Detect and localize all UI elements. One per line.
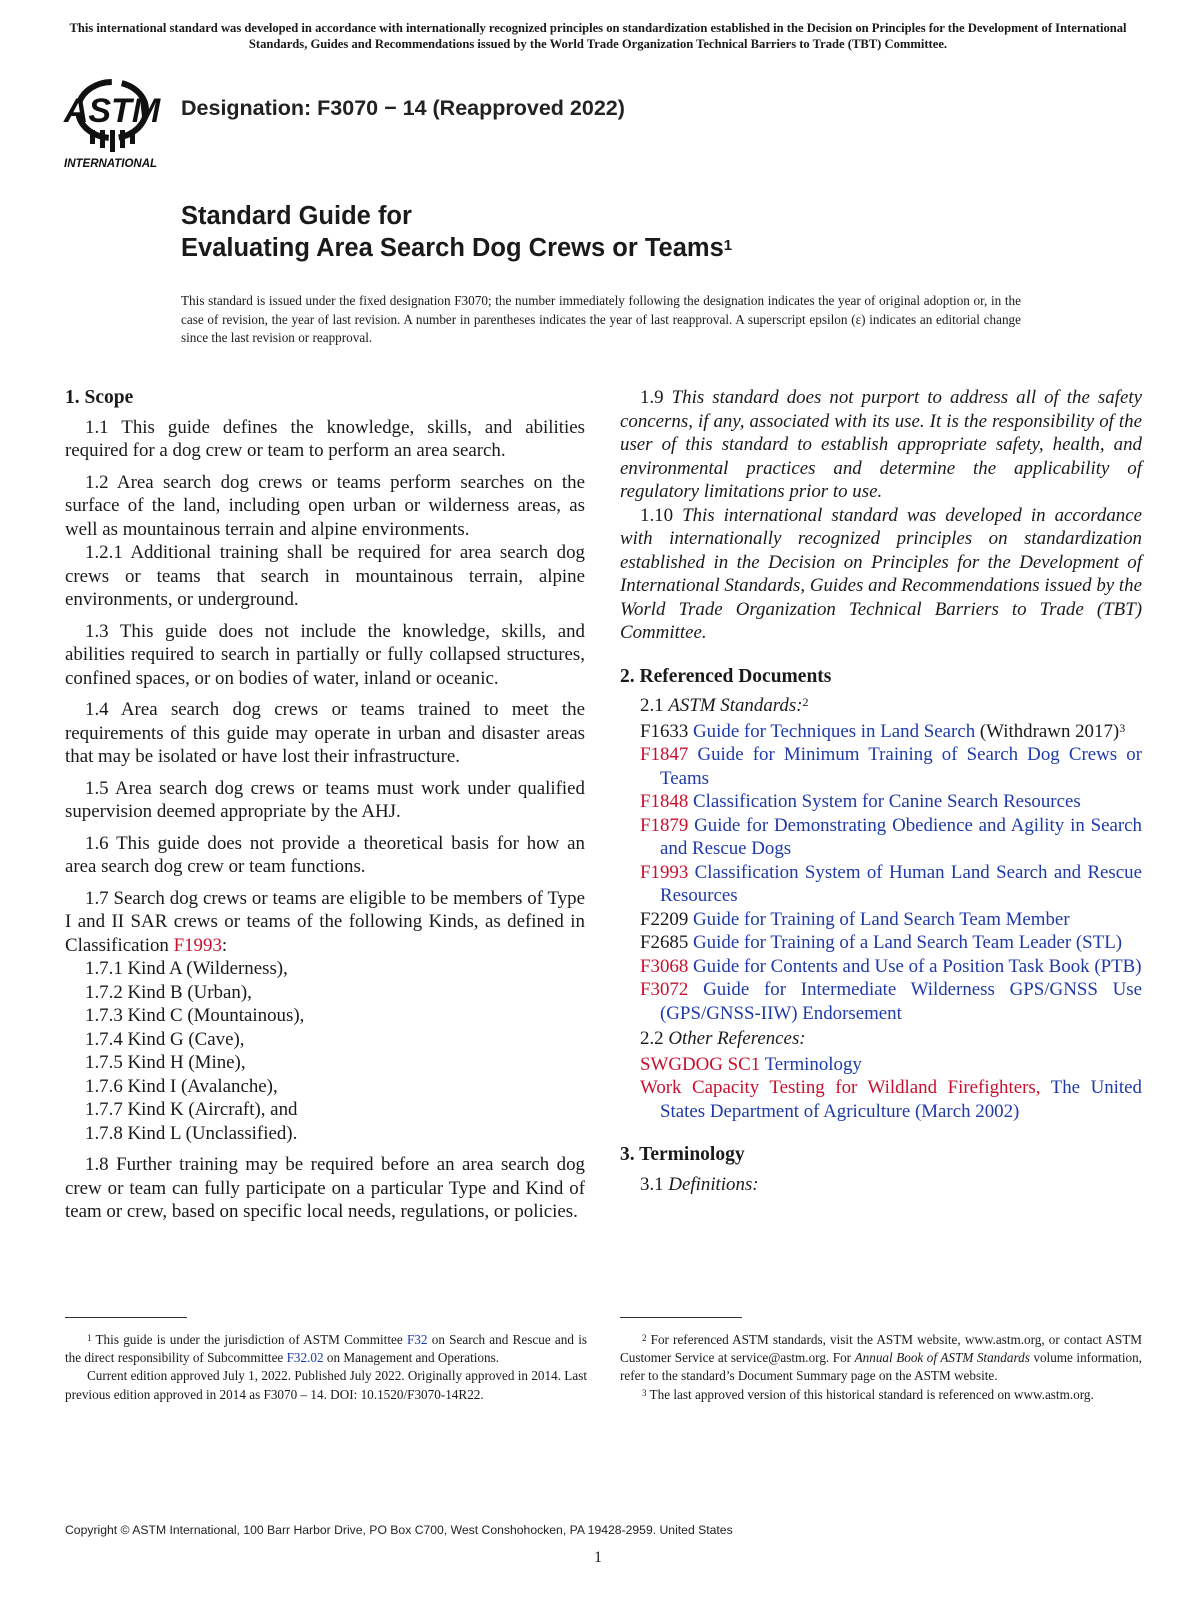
title-text: Evaluating Area Search Dog Crews or Teams [181,234,724,262]
footnote-rule-right [620,1317,742,1318]
ref-link[interactable]: Guide for Training of a Land Search Team Leader (STL) [693,932,1123,953]
ref-item-f3072 [620,978,1142,1025]
para-1-1: 1.1 This guide defines the knowledge, skills, and abilities required for a dog crew or team to perform an area search. [65,416,585,461]
footnote-3 [620,1386,1142,1404]
document-title [181,200,732,264]
para-1-3: 1.3 This guide does not include the knowledge, skills, and abilities required to search in partially or fully collapsed structures, confined spaces, or on bodies of water, inland or oceanic. [65,620,585,689]
link-f1993[interactable]: F1993 [173,934,222,956]
para-1-9 [620,386,1142,504]
section-2-1-label: ASTM Standards: [668,695,803,716]
para-1-8: 1.8 Further training may be required before an area search dog crew or team can fully participate on a particular Type and Kind of team or crew, based on specific local needs, regulations, or policies. [65,1154,585,1222]
title-line-2 [181,232,732,264]
title-footnote-mark: 1 [723,237,733,254]
ref-note: (Withdrawn 2017) [975,720,1120,742]
para-1-10-text: This international standard was developed in accordance with internationally recognized principles on standardization established in the Decision on Principles for the Development of International Standards, Guides and Recommendations issued by the World Trade Organization Technical Barriers to Trade (TBT) Committee. [620,504,1143,643]
other-ref-work-capacity [620,1076,1142,1123]
section-2-2-number: 2.2 [640,1028,669,1049]
ref-item-f3068 [620,955,1142,979]
kind-item: 1.7.2 Kind B (Urban), [85,981,252,1003]
logo-text: ASTM [63,92,161,130]
para-1-9-text: This standard does not purport to address all of the safety concerns, if any, associated with its use. It is the responsibility of the user of this standard to establish appropriate safety, health, and environmental practices and determine the applicability of regulatory limitations prior to use. [620,387,1142,502]
footnote-2-text: volume information, refer to the standard’s Document Summary page on the ASTM website. [620,1350,1142,1384]
footnote-1 [65,1331,587,1367]
astm-standards-label [620,694,1142,718]
para-1-6: 1.6 This guide does not provide a theoretical basis for how an area search dog crew or team functions. [65,832,585,877]
kind-item: 1.7.4 Kind G (Cave), [85,1028,245,1050]
page-number: 1 [594,1549,602,1566]
left-column [65,386,585,1232]
section-2-2-label: Other References: [668,1028,806,1049]
referenced-documents-heading: 2. Referenced Documents [620,665,832,687]
footnote-2-italic: Annual Book of ASTM Standards [854,1350,1030,1366]
scope-heading: 1. Scope [65,387,134,408]
footnote-1-text: This guide is under the jurisdiction of ASTM Committee [91,1332,407,1347]
footnote-mark-3: 3 [1119,720,1126,735]
ref-link[interactable]: Guide for Techniques in Land Search [693,720,976,742]
ref-code-link[interactable]: F1847 [640,744,689,765]
ref-item-f2209 [620,908,1142,932]
para-1-10 [620,504,1142,645]
title-line-1: Standard Guide for [181,202,412,230]
ref-code-link[interactable]: F1993 [640,861,689,883]
section-3-1-label: Definitions: [668,1173,759,1195]
logo-subtext: INTERNATIONAL [64,158,158,170]
footnote-rule-left [65,1317,187,1318]
kind-item: 1.7.8 Kind L (Unclassified). [85,1122,298,1144]
edition-note: Current edition approved July 1, 2022. Published July 2022. Originally approved in 2014. Last previous edition approved in 2014 as F3070 – 14. DOI: 10.1520/F3070-14R22. [65,1368,587,1402]
footnotes-left [65,1331,587,1404]
section-2-1-number: 2.1 [640,695,669,716]
ref-code-link[interactable]: F3072 [640,979,689,1000]
footnote-3-mark: 3 [642,1387,647,1398]
other-references-label [620,1027,1142,1051]
ref-link[interactable]: Terminology [760,1053,862,1075]
footnote-2 [620,1331,1142,1386]
footnote-1-text: on Search and Rescue and is the direct responsibility of Subcommittee [65,1332,587,1366]
astm-logo-icon [62,70,172,170]
para-1-2: 1.2 Area search dog crews or teams perform searches on the surface of the land, including open urban or wilderness areas, as well as mountainous terrain and alpine environments. [65,471,585,540]
ref-link[interactable]: The United States Department of Agriculture (March 2002) [660,1077,1143,1122]
ref-item-f1993 [620,861,1142,908]
other-ref-swgdog [620,1053,1142,1077]
section-3-1-number: 3.1 [640,1173,669,1195]
ref-item-f1848 [620,790,1142,814]
ref-link[interactable]: Guide for Training of Land Search Team Member [693,908,1070,930]
wto-notice: This international standard was developed in accordance with internationally recognized principles on standardization established in the Decision on Principles for the Development of International Standards, Guides and Recommendations issued by the World Trade Organization Technical Barriers to Trade (TBT) Committee. [69,21,1127,51]
kind-item: 1.7.1 Kind A (Wilderness), [85,958,288,979]
para-1-2-1: 1.2.1 Additional training shall be required for area search dog crews or teams that search in mountainous terrain, alpine environments, or underground. [65,542,585,610]
designation: Designation: F3070 − 14 (Reapproved 2022) [181,96,625,120]
ref-code-link[interactable]: F1879 [640,814,689,836]
ref-code-link[interactable]: Work Capacity Testing for Wildland Firefighters, [640,1077,1041,1098]
ref-code: F1633 [640,720,689,742]
para-1-9-number: 1.9 [640,387,672,408]
copyright: Copyright © ASTM International, 100 Barr Harbor Drive, PO Box C700, West Conshohocken, PA 19428-2959. United States [65,1523,733,1537]
ref-item-f1847 [620,743,1142,790]
kind-item: 1.7.6 Kind I (Avalanche), [85,1075,278,1097]
right-column [620,386,1142,1198]
ref-code-link[interactable]: F3068 [640,955,689,977]
astm-logo [62,70,172,170]
ref-item-f2685 [620,931,1142,955]
footnotes-right [620,1331,1142,1404]
footnote-2-mark: 2 [642,1333,647,1343]
issued-note: This standard is issued under the fixed designation F3070; the number immediately following the designation indicates the year of original adoption or, in the case of revision, the year of last revision. A number in parentheses indicates the year of last reapproval. A superscript epsilon (ε) indicates an editorial change since the last revision or reapproval. [181,293,1021,345]
para-1-7-text: 1.7 Search dog crews or teams are eligible to be members of Type I and II SAR crews or teams of the following Kinds, as defined in Classification [65,887,585,956]
footnote-1-mark: 1 [87,1333,92,1343]
para-1-7 [65,887,585,958]
footnote-2-text: For referenced ASTM standards, visit the ASTM website, www.astm.org, or contact ASTM Customer Service at service@astm.org. For [620,1332,1142,1366]
ref-code-link[interactable]: SWGDOG SC1 [640,1053,761,1075]
footnote-1-text: on Management and Operations. [323,1350,500,1366]
ref-item-f1879 [620,814,1142,861]
para-1-5: 1.5 Area search dog crews or teams must work under qualified supervision deemed appropriate by the AHJ. [65,777,585,822]
para-1-10-number: 1.10 [640,504,683,526]
ref-code-link[interactable]: F1848 [640,791,689,812]
kind-item: 1.7.3 Kind C (Mountainous), [85,1005,305,1026]
kind-item: 1.7.5 Kind H (Mine), [85,1052,246,1073]
para-1-4: 1.4 Area search dog crews or teams trained to meet the requirements of this guide may operate in urban and disaster areas that may be isolated or have lost their infrastructure. [65,699,585,767]
definitions-label [620,1173,1142,1197]
ref-item-f1633 [620,720,1142,744]
ref-code: F2685 [640,932,689,953]
link-f32-02[interactable]: F32.02 [286,1350,324,1366]
ref-link[interactable]: Guide for Minimum Training of Search Dog Crews or Teams [660,744,1142,789]
link-f32[interactable]: F32 [406,1332,428,1347]
footnote-3-text: The last approved version of this historical standard is referenced on www.astm.org. [646,1386,1094,1402]
ref-link[interactable]: Guide for Intermediate Wilderness GPS/GNSS Use (GPS/GNSS-IIW) Endorsement [660,979,1142,1024]
ref-link[interactable]: Classification System of Human Land Search and Rescue Resources [660,861,1142,906]
kind-item: 1.7.7 Kind K (Aircraft), and [85,1099,298,1120]
para-1-7-colon: : [221,934,228,956]
ref-link[interactable]: Guide for Demonstrating Obedience and Agility in Search and Rescue Dogs [660,814,1142,859]
ref-link[interactable]: Guide for Contents and Use of a Position Task Book (PTB) [693,955,1142,977]
ref-code: F2209 [640,908,689,930]
ref-link[interactable]: Classification System for Canine Search Resources [693,791,1081,812]
terminology-heading: 3. Terminology [620,1144,745,1165]
footnote-mark-2: 2 [802,695,809,709]
